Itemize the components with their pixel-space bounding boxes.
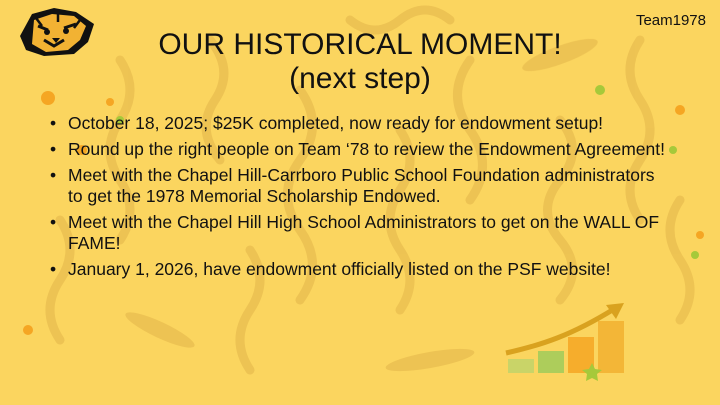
slide-title: OUR HISTORICAL MOMENT!	[158, 28, 562, 61]
growth-chart-icon	[502, 295, 642, 385]
bullet-item: • January 1, 2026, have endowment officially listed on the PSF website!	[50, 259, 670, 280]
bullet-item: • Meet with the Chapel Hill High School Administrators to get on the WALL OF FAME!	[50, 212, 670, 254]
bullet-item: • October 18, 2025; $25K completed, now ready for endowment setup!	[50, 113, 670, 134]
bullet-item: • Round up the right people on Team ‘78 to review the Endowment Agreement!	[50, 139, 670, 160]
slide-subtitle: (next step)	[289, 62, 431, 95]
team-tag: Team1978	[635, 12, 706, 29]
bullet-item: • Meet with the Chapel Hill-Carrboro Public School Foundation administrators to get the 1978 Memorial Scholarship Endowed.	[50, 165, 670, 207]
bullet-list	[50, 113, 670, 285]
tiger-head-icon	[14, 6, 98, 58]
